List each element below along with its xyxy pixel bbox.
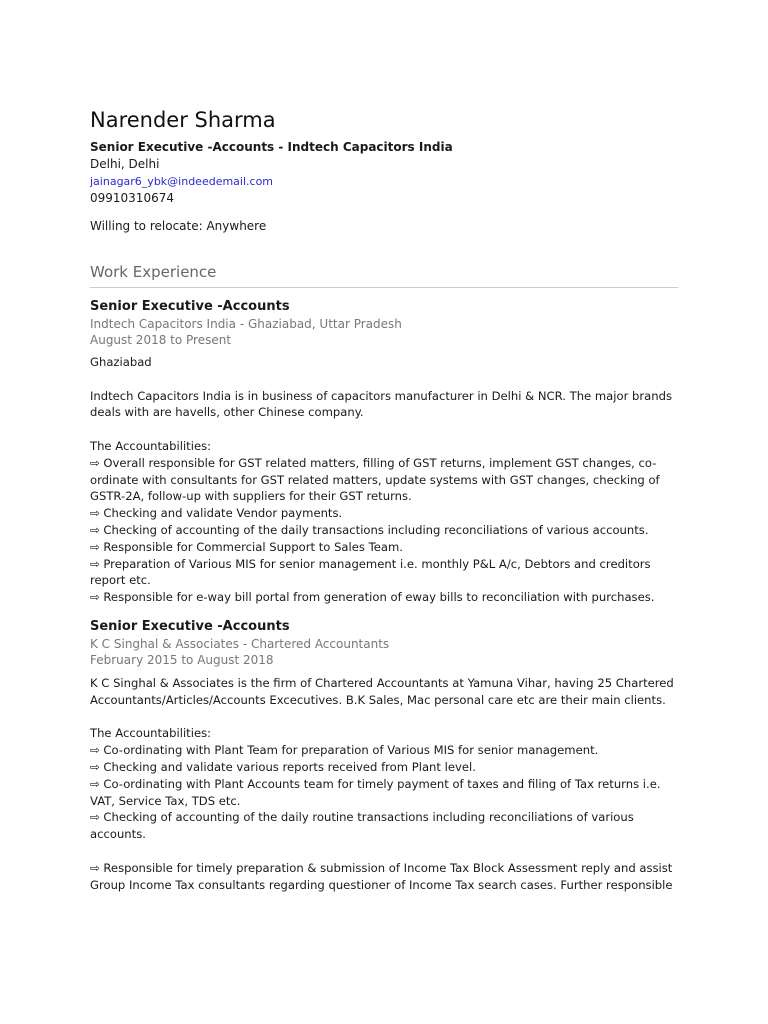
job-company: K C Singhal & Associates - Chartered Accountants [90, 637, 390, 651]
candidate-headline: Senior Executive -Accounts - Indtech Capacitors India [90, 140, 453, 154]
job-dates: August 2018 to Present [90, 333, 232, 347]
candidate-location: Delhi, Delhi [90, 157, 160, 171]
section-divider [90, 287, 678, 288]
candidate-name: Narender Sharma [90, 108, 276, 132]
candidate-phone: 09910310674 [90, 191, 174, 205]
job-entry [90, 618, 678, 893]
job-title: Senior Executive -Accounts [90, 619, 290, 634]
candidate-email-link[interactable]: jainagar6_ybk@indeedemail.com [90, 175, 274, 188]
job-company: Indtech Capacitors India - Ghaziabad, Uttar Pradesh [90, 317, 402, 331]
job-entry [90, 298, 678, 606]
job-dates: February 2015 to August 2018 [90, 653, 274, 667]
job-title: Senior Executive -Accounts [90, 299, 290, 314]
work-experience-heading: Work Experience [90, 263, 217, 281]
relocation-preference: Willing to relocate: Anywhere [90, 219, 267, 233]
job-description: Ghaziabad Indtech Capacitors India is in business of capacitors manufacturer in Delhi & NCR. The major brands deals with are havells, other Chinese company. The Accountabilities: ⇨ Overall responsible for GST related matters, filling of GST returns, implement GST changes, co-ordinate with consultants for GST related matters, update systems with GST changes, checking of GSTR-2A, follow-up with suppliers for their GST returns. ⇨ Checking and validate Vendor payments. ⇨ Checking of accounting of the daily transactions including reconciliations of various accounts. ⇨ Responsible for Commercial Support to Sales Team. ⇨ Preparation of Various MIS for senior management i.e. monthly P&L A/c, Debtors and creditors report etc. ⇨ Responsible for e-way bill portal from generation of eway bills to reconciliation with purchases. [90, 355, 673, 605]
job-description: K C Singhal & Associates is the firm of Chartered Accountants at Yamuna Vihar, having 25 Chartered Accountants/Articles/Accounts Excecutives. B.K Sales, Mac personal care etc are their main clients. The Accountabilities: ⇨ Co-ordinating with Plant Team for preparation of Various MIS for senior management. ⇨ Checking and validate various reports received from Plant level. ⇨ Co-ordinating with Plant Accounts team for timely payment of taxes and filing of Tax returns i.e. VAT, Service Tax, TDS etc. ⇨ Checking of accounting of the daily routine transactions including reconciliations of various accounts. ⇨ Responsible for timely preparation & submission of Income Tax Block Assessment reply and assist Group Income Tax consultants regarding questioner of Income Tax search cases. Further responsible [90, 676, 674, 892]
